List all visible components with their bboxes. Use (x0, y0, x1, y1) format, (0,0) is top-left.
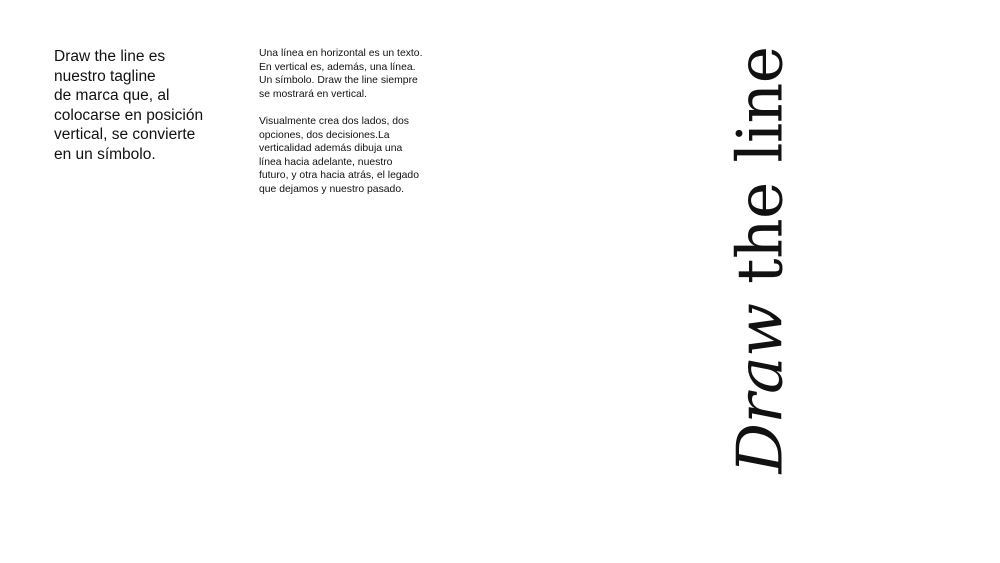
tagline-rest: the line (723, 46, 797, 284)
body-line: se mostrará en vertical. (259, 88, 367, 100)
body-line: línea hacia adelante, nuestro (259, 156, 393, 168)
intro-line: Draw the line es (54, 48, 166, 65)
body-line: Visualmente crea dos lados, dos (259, 115, 409, 127)
body-line: En vertical es, además, una línea. (259, 61, 416, 73)
body-line: futuro, y otra hacia atrás, el legado (259, 170, 419, 182)
intro-line: en un símbolo. (54, 145, 156, 163)
body-paragraph-1 (259, 47, 449, 101)
vertical-tagline (723, 46, 797, 474)
body-text-column (259, 47, 449, 210)
tagline-italic-word: Draw (723, 303, 797, 474)
body-line: que dejamos y nuestro pasado. (259, 183, 404, 195)
intro-line: colocarse en posición (54, 106, 204, 124)
body-line: Un símbolo. Draw the line siempre (259, 75, 418, 87)
intro-line: vertical, se convierte (54, 126, 196, 143)
intro-heading (54, 47, 244, 164)
body-line: opciones, dos decisiones.La (259, 129, 390, 141)
vertical-tagline-area (720, 40, 800, 480)
body-line: verticalidad además dibuja una (259, 143, 403, 155)
body-paragraph-2 (259, 115, 449, 197)
intro-line: nuestro tagline (54, 67, 156, 85)
body-line: Una línea en horizontal es un texto. (259, 48, 423, 59)
intro-line: de marca que, al (54, 87, 170, 104)
